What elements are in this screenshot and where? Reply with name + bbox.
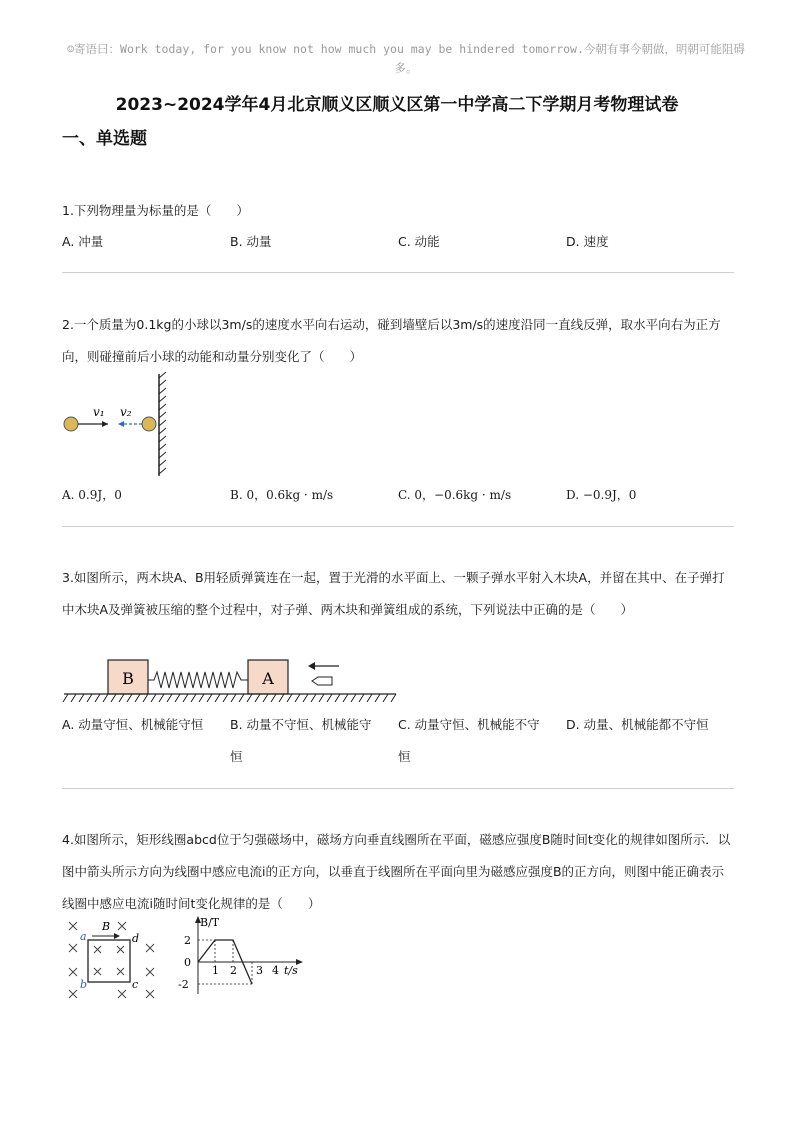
question-3-options [62, 709, 734, 773]
graph-ytick-neg2: -2 [178, 978, 189, 991]
graph-ytick-0: 0 [184, 956, 191, 969]
divider [62, 272, 734, 273]
page-title: 2023~2024学年4月北京顺义区顺义区第一中学高二下学期月考物理试卷 [115, 95, 679, 115]
divider [62, 526, 734, 527]
divider [62, 788, 734, 789]
graph-xtick-4: 4 [272, 964, 279, 977]
question-2-figure [60, 372, 190, 478]
question-4-b-t-graph [170, 914, 310, 998]
q3-option-a[interactable]: A. 动量守恒、机械能守恒 [62, 717, 204, 732]
block-a-label: A [262, 669, 274, 688]
graph-ylabel: B/T [200, 916, 220, 929]
v1-label: v₁ [93, 405, 105, 419]
q2-option-b[interactable]: B. 0，0.6kg · m/s [230, 488, 334, 502]
watermark: ☺寄语曰：Work today, for you know not how much you may be hindered tomorrow.今朝有事今朝做，明朝可能阻碍多。 [67, 42, 745, 75]
graph-ytick-2: 2 [184, 934, 191, 947]
section-heading: 一、单选题 [62, 129, 147, 149]
bullet [312, 677, 332, 685]
q3-option-b[interactable]: B. 动量不守恒、机械能守恒 [230, 717, 372, 764]
coil-label-b-field: B [102, 920, 111, 933]
q1-option-a[interactable]: A. 冲量 [62, 234, 104, 249]
spring [148, 672, 248, 688]
graph-xlabel: t/s [284, 964, 298, 977]
q2-option-d[interactable]: D. −0.9J，0 [566, 488, 637, 502]
question-1-stem: 1.下列物理量为标量的是（ ） [62, 203, 249, 218]
question-4-coil-figure [62, 916, 158, 1002]
ball-after [142, 417, 156, 431]
graph-xtick-2: 2 [230, 964, 237, 977]
graph-xtick-1: 1 [212, 964, 219, 977]
question-3-stem: 3.如图所示，两木块A、B用轻质弹簧连在一起，置于光滑的水平面上、一颗子弹水平射入木块A，并留在其中、在子弹打中木块A及弹簧被压缩的整个过程中，对子弹、两木块和弹簧组成的系统，下列说法中正确的是（ ） [62, 570, 725, 617]
graph-xtick-3: 3 [256, 964, 263, 977]
coil-label-b: b [80, 978, 88, 991]
v2-label: v₂ [120, 405, 132, 419]
question-2-stem: 2.一个质量为0.1kg的小球以3m/s的速度水平向右运动，碰到墙壁后以3m/s的速度沿同一直线反弹，取水平向右为正方向，则碰撞前后小球的动能和动量分别变化了（ ） [62, 317, 721, 364]
q2-option-c[interactable]: C. 0，−0.6kg · m/s [398, 488, 512, 502]
question-3-figure [62, 654, 398, 706]
coil-label-c: c [132, 978, 139, 991]
block-b-label: B [122, 669, 134, 688]
coil-label-a: a [80, 930, 87, 943]
q1-option-c[interactable]: C. 动能 [398, 234, 440, 249]
q2-option-a[interactable]: A. 0.9J，0 [62, 488, 122, 502]
q1-option-b[interactable]: B. 动量 [230, 234, 272, 249]
question-4-stem: 4.如图所示，矩形线圈abcd位于匀强磁场中，磁场方向垂直线圈所在平面，磁感应强度B随时间t变化的规律如图所示．以图中箭头所示方向为线圈中感应电流i的正方向，以垂直于线圈所在平面向里为磁感应强度B的正方向，则图中能正确表示线圈中感应电流i随时间t变化规律的是（ ） [62, 832, 731, 911]
ball-before [64, 417, 78, 431]
q1-option-d[interactable]: D. 速度 [566, 234, 609, 249]
coil-label-d: d [132, 932, 140, 945]
q3-option-c[interactable]: C. 动量守恒、机械能不守恒 [398, 717, 540, 764]
q3-option-d[interactable]: D. 动量、机械能都不守恒 [566, 717, 709, 732]
